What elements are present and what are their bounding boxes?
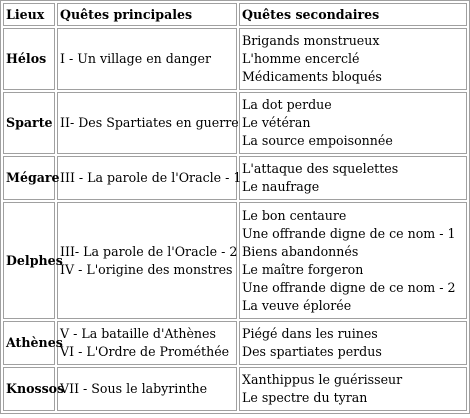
main-quest: II- Des Spartiates en guerre [60, 115, 239, 130]
main-quest-cell [57, 202, 237, 319]
place-cell: Athènes [3, 321, 55, 365]
place-cell: Delphes [3, 202, 55, 319]
main-quest-cell [57, 92, 237, 154]
header-side-quests: Quêtes secondaires [239, 3, 467, 26]
side-quest-cell [239, 321, 467, 365]
table-row [3, 156, 467, 200]
side-quest: Le vétéran [242, 115, 311, 130]
table-row [3, 28, 467, 90]
main-quest: IV - L'origine des monstres [60, 261, 233, 277]
main-quest-cell [57, 28, 237, 90]
side-quest: Le maître forgeron [242, 261, 364, 277]
place-cell: Hélos [3, 28, 55, 90]
main-quest: V - La bataille d'Athènes [60, 326, 216, 341]
side-quest: L'homme encerclé [242, 51, 360, 66]
main-quest: III - La parole de l'Oracle - 1 [60, 170, 242, 185]
header-row [3, 3, 467, 26]
side-quest: Le naufrage [242, 179, 320, 194]
main-quest: VII - Sous le labyrinthe [60, 381, 208, 396]
header-main-quests: Quêtes principales [57, 3, 237, 26]
side-quest: Une offrande digne de ce nom - 1 [242, 225, 456, 241]
side-quest: Piégé dans les ruines [242, 326, 378, 341]
side-quest: Brigands monstrueux [242, 33, 380, 48]
main-quest-cell [57, 367, 237, 411]
side-quest: Une offrande digne de ce nom - 2 [242, 279, 456, 295]
main-quest-cell [57, 321, 237, 365]
place-cell: Mégare [3, 156, 55, 200]
main-quest: VI - L'Ordre de Prométhée [60, 344, 230, 359]
table-row [3, 367, 467, 411]
side-quest-cell [239, 367, 467, 411]
side-quest: La source empoisonnée [242, 133, 393, 148]
place-cell: Sparte [3, 92, 55, 154]
side-quest-cell [239, 28, 467, 90]
side-quest: Biens abandonnés [242, 243, 359, 259]
side-quest-cell [239, 202, 467, 319]
table-row [3, 321, 467, 365]
place-cell: Knossos [3, 367, 55, 411]
side-quest: La veuve éplorée [242, 297, 352, 313]
main-quest-cell [57, 156, 242, 200]
side-quest-cell [239, 92, 467, 154]
side-quest: Des spartiates perdus [242, 344, 382, 359]
side-quest: Le spectre du tyran [242, 390, 368, 405]
side-quest: Xanthippus le guérisseur [242, 372, 403, 387]
side-quest-cell [239, 156, 467, 200]
main-quest: I - Un village en danger [60, 51, 211, 66]
side-quest: L'attaque des squelettes [242, 161, 399, 176]
header-lieux: Lieux [3, 3, 55, 26]
side-quest: Médicaments bloqués [242, 69, 382, 84]
main-quest: III- La parole de l'Oracle - 2 [60, 243, 238, 259]
table-row [3, 92, 467, 154]
side-quest: Le bon centaure [242, 207, 347, 223]
table-row [3, 202, 467, 319]
side-quest: La dot perdue [242, 97, 332, 112]
